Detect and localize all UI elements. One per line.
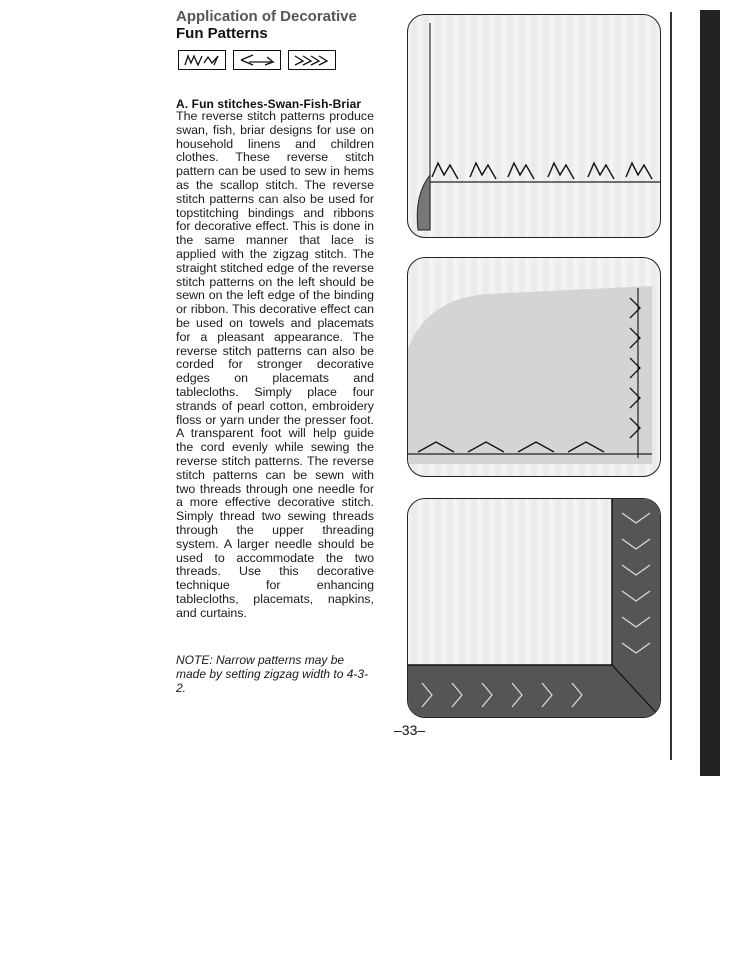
title-line-1: Application of Decorative [176, 8, 357, 25]
section-subheading: A. Fun stitches-Swan-Fish-Briar [176, 97, 362, 111]
illustration-corded-edge [407, 257, 661, 477]
swan-pattern-icon [178, 50, 226, 70]
page-number: –33– [394, 722, 426, 738]
title-line-2: Fun Patterns [176, 25, 268, 42]
fish-pattern-icon [233, 50, 281, 70]
illustration-tablecloth-corner [407, 498, 661, 718]
briar-pattern-icon [288, 50, 336, 70]
page-edge-line [670, 12, 672, 760]
page-title [176, 8, 357, 42]
illustration-hem-stitch [407, 14, 661, 238]
pattern-icons [178, 50, 336, 70]
binding-edge-bar [700, 10, 720, 776]
note-text: NOTE: Narrow patterns may be made by setting zigzag width to 4-3-2. [176, 653, 369, 695]
body-paragraph: The reverse stitch patterns produce swan, fish, briar designs for use on household linens and children clothes. These reverse stitch pattern can be used to sew in hems as the scallop stitch. The reverse stitch patterns can also be used for topstitching bindings and ribbons for decorative effect. This is done in the same manner that lace is applied with the zigzag stitch. The straight stitched edge of the reverse stitch patterns on the left should be sewn on the left edge of the binding or ribbon. This decorative effect can be used on towels and placemats for a pleasant appearance. The reverse stitch patterns can also be corded for stronger decorative edges on placemats and tablecloths. Simply place four strands of pearl cotton, embroidery floss or yarn under the presser foot. A transparent foot will help guide the cord evenly while sewing the reverse stitch patterns. The reverse stitch patterns can be sewn with two threads through one needle for a more effective decorative stitch. Simply thread two sewing threads through the upper threading system. A larger needle should be used to accommodate the two threads. Use this decorative technique for enhancing tablecloths, placemats, napkins, and curtains. [176, 109, 374, 620]
